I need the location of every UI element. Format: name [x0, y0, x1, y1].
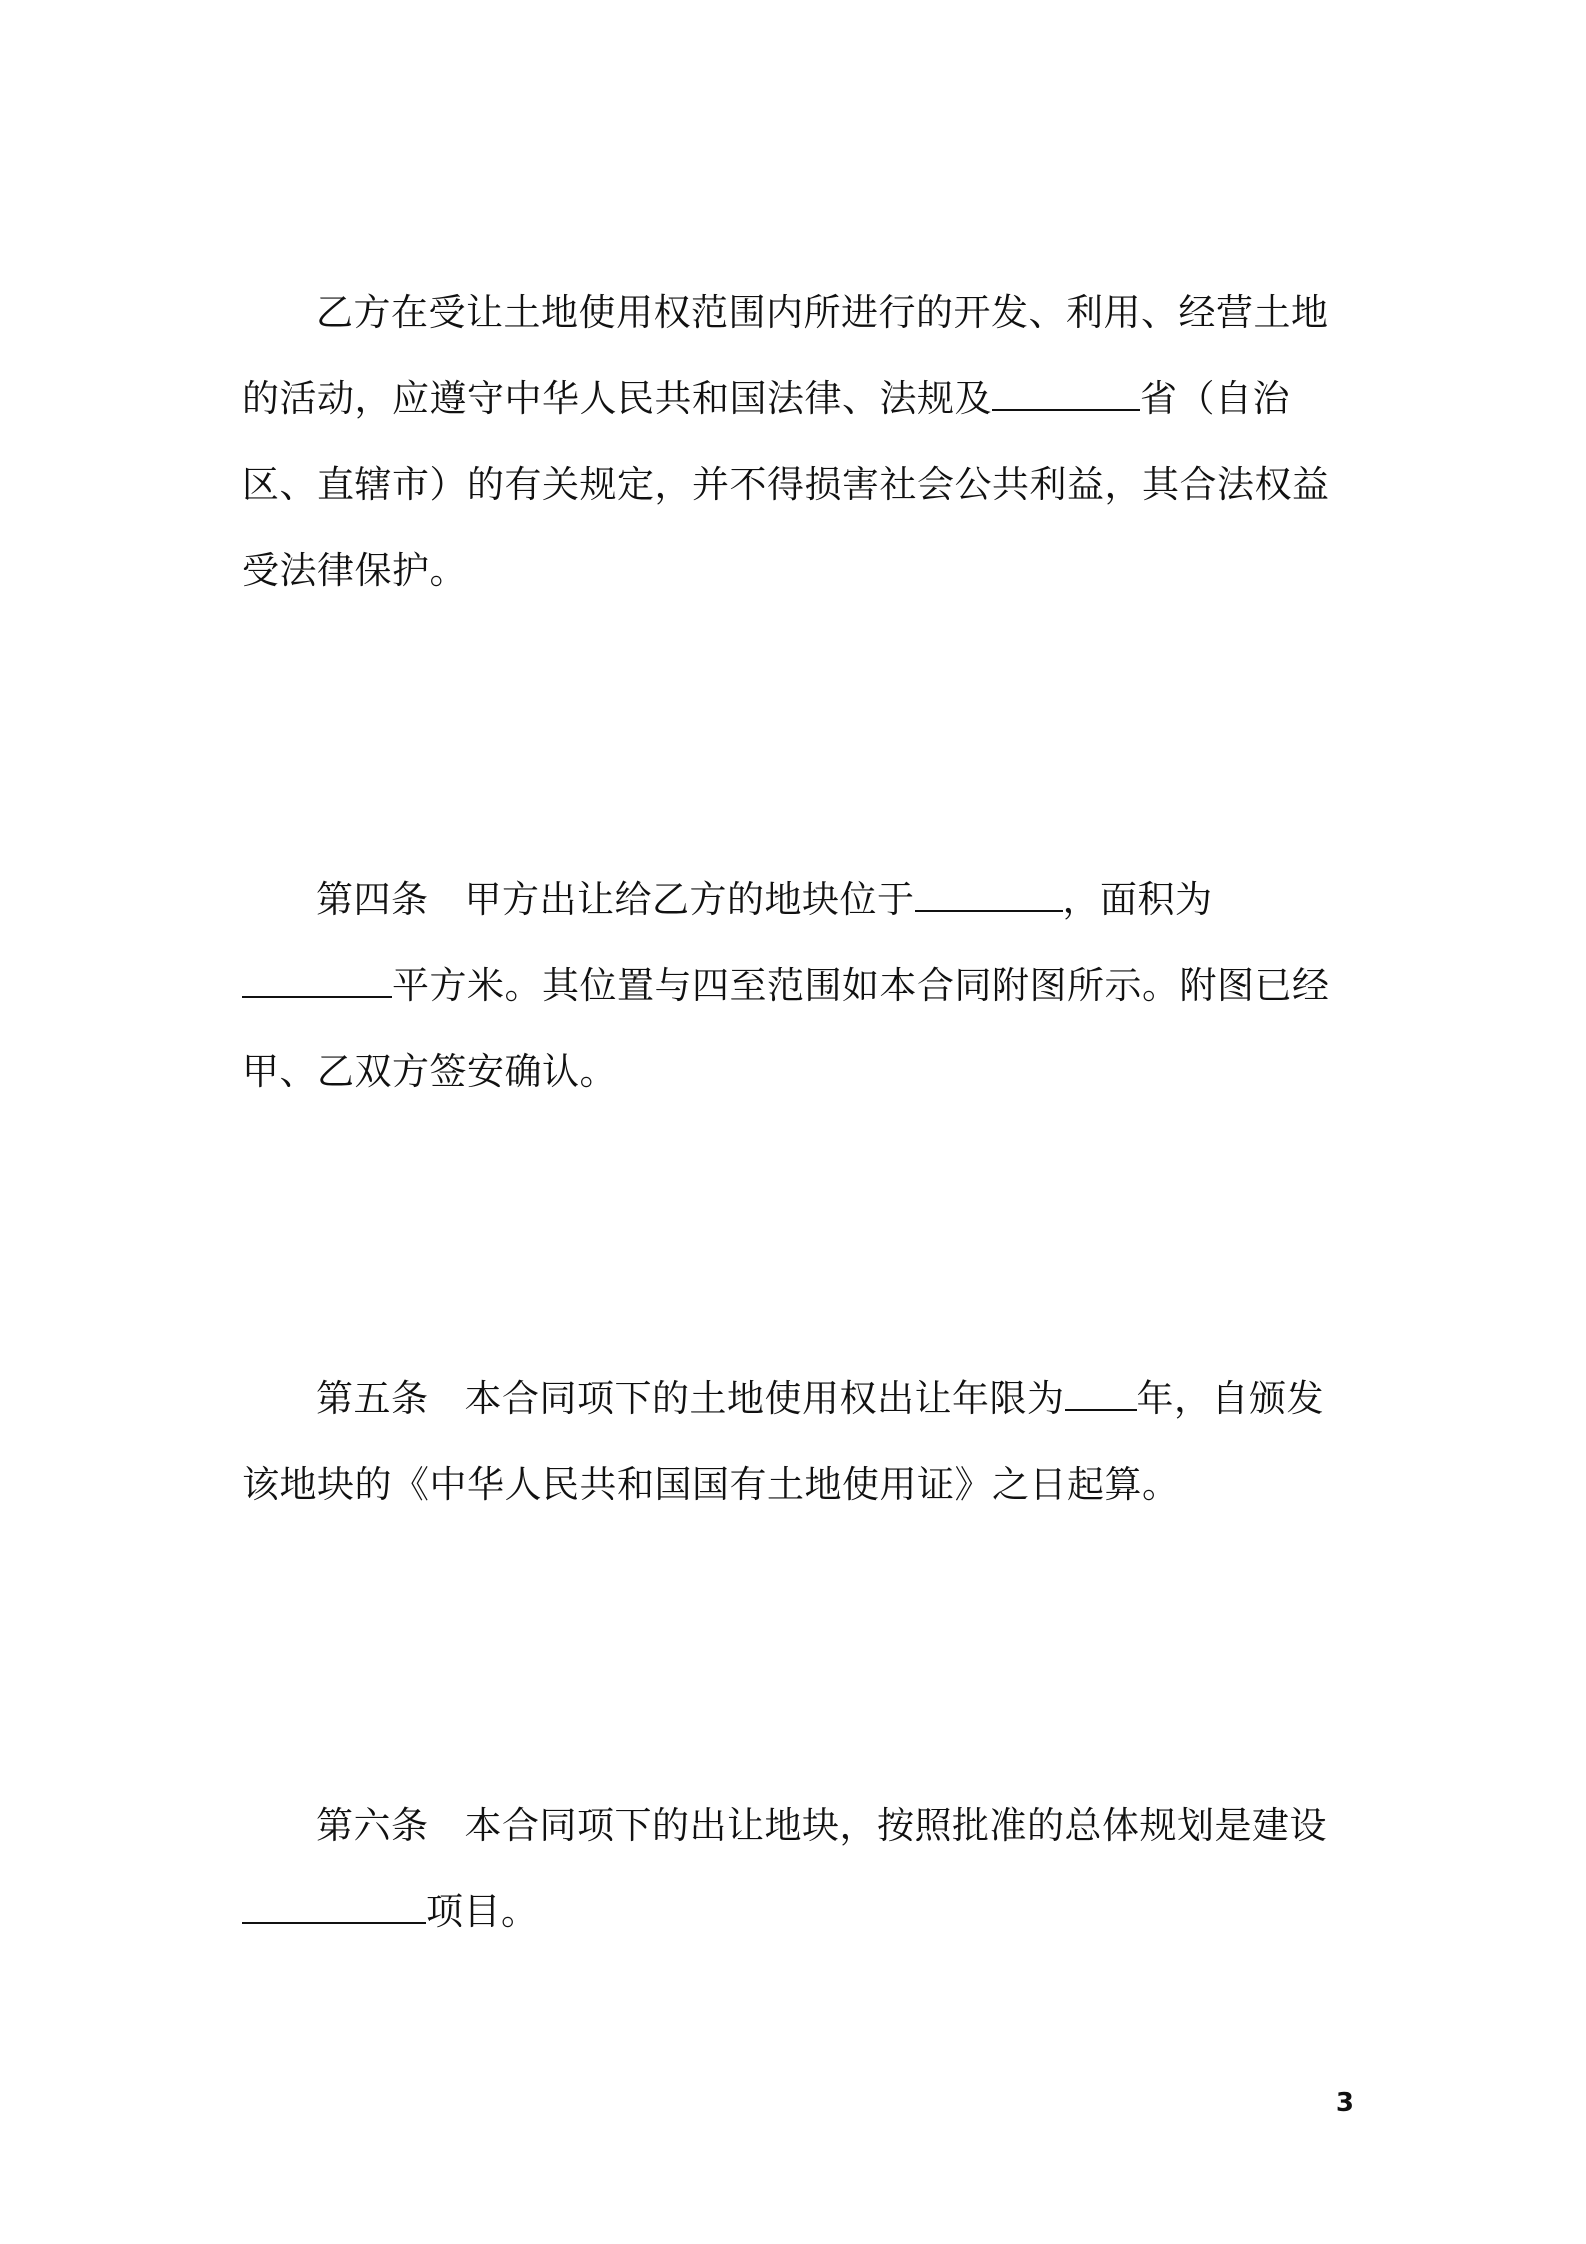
paragraph-text: 省（自治区、直辖市）的有关规定，并不得损害社会公共利益，其合法权益受法律保护。	[242, 377, 1330, 592]
paragraph-text: 乙方在受让土地使用权范围内所进行的开发、利用、经营土地的活动，应遵守中华人民共和国法律、法规及	[242, 291, 1329, 420]
paragraph-text: ，面积为	[1062, 878, 1213, 921]
paragraph-text: 本合同项下的出让地块，按照批准的总体规划是建设	[464, 1804, 1327, 1847]
page-number: 3	[1335, 2088, 1354, 2118]
paragraph-article-6	[242, 1783, 1352, 1955]
paragraph-article-5	[242, 1356, 1352, 1528]
blank-province	[992, 379, 1140, 411]
article-number: 第五条	[316, 1377, 429, 1420]
paragraph-text: 年，自颁发该地块的《中华人民共和国国有土地使用证》之日起算。	[242, 1377, 1324, 1506]
article-number: 第四条	[316, 878, 429, 921]
blank-years	[1065, 1379, 1137, 1411]
article-number: 第六条	[316, 1804, 429, 1847]
paragraph-text: 平方米。其位置与四至范围如本合同附图所示。附图已经甲、乙双方签安确认。	[242, 964, 1330, 1093]
blank-project-continued	[278, 1892, 426, 1924]
paragraph-text: 甲方出让给乙方的地块位于	[464, 878, 915, 921]
paragraph-article-4	[242, 857, 1352, 1115]
blank-location	[915, 880, 1063, 912]
blank-project	[242, 1892, 278, 1924]
paragraph-text: 本合同项下的土地使用权出让年限为	[464, 1377, 1065, 1420]
paragraph-text: 项目。	[426, 1890, 539, 1933]
paragraph-land-use-activities	[242, 270, 1352, 614]
blank-area	[242, 966, 392, 998]
